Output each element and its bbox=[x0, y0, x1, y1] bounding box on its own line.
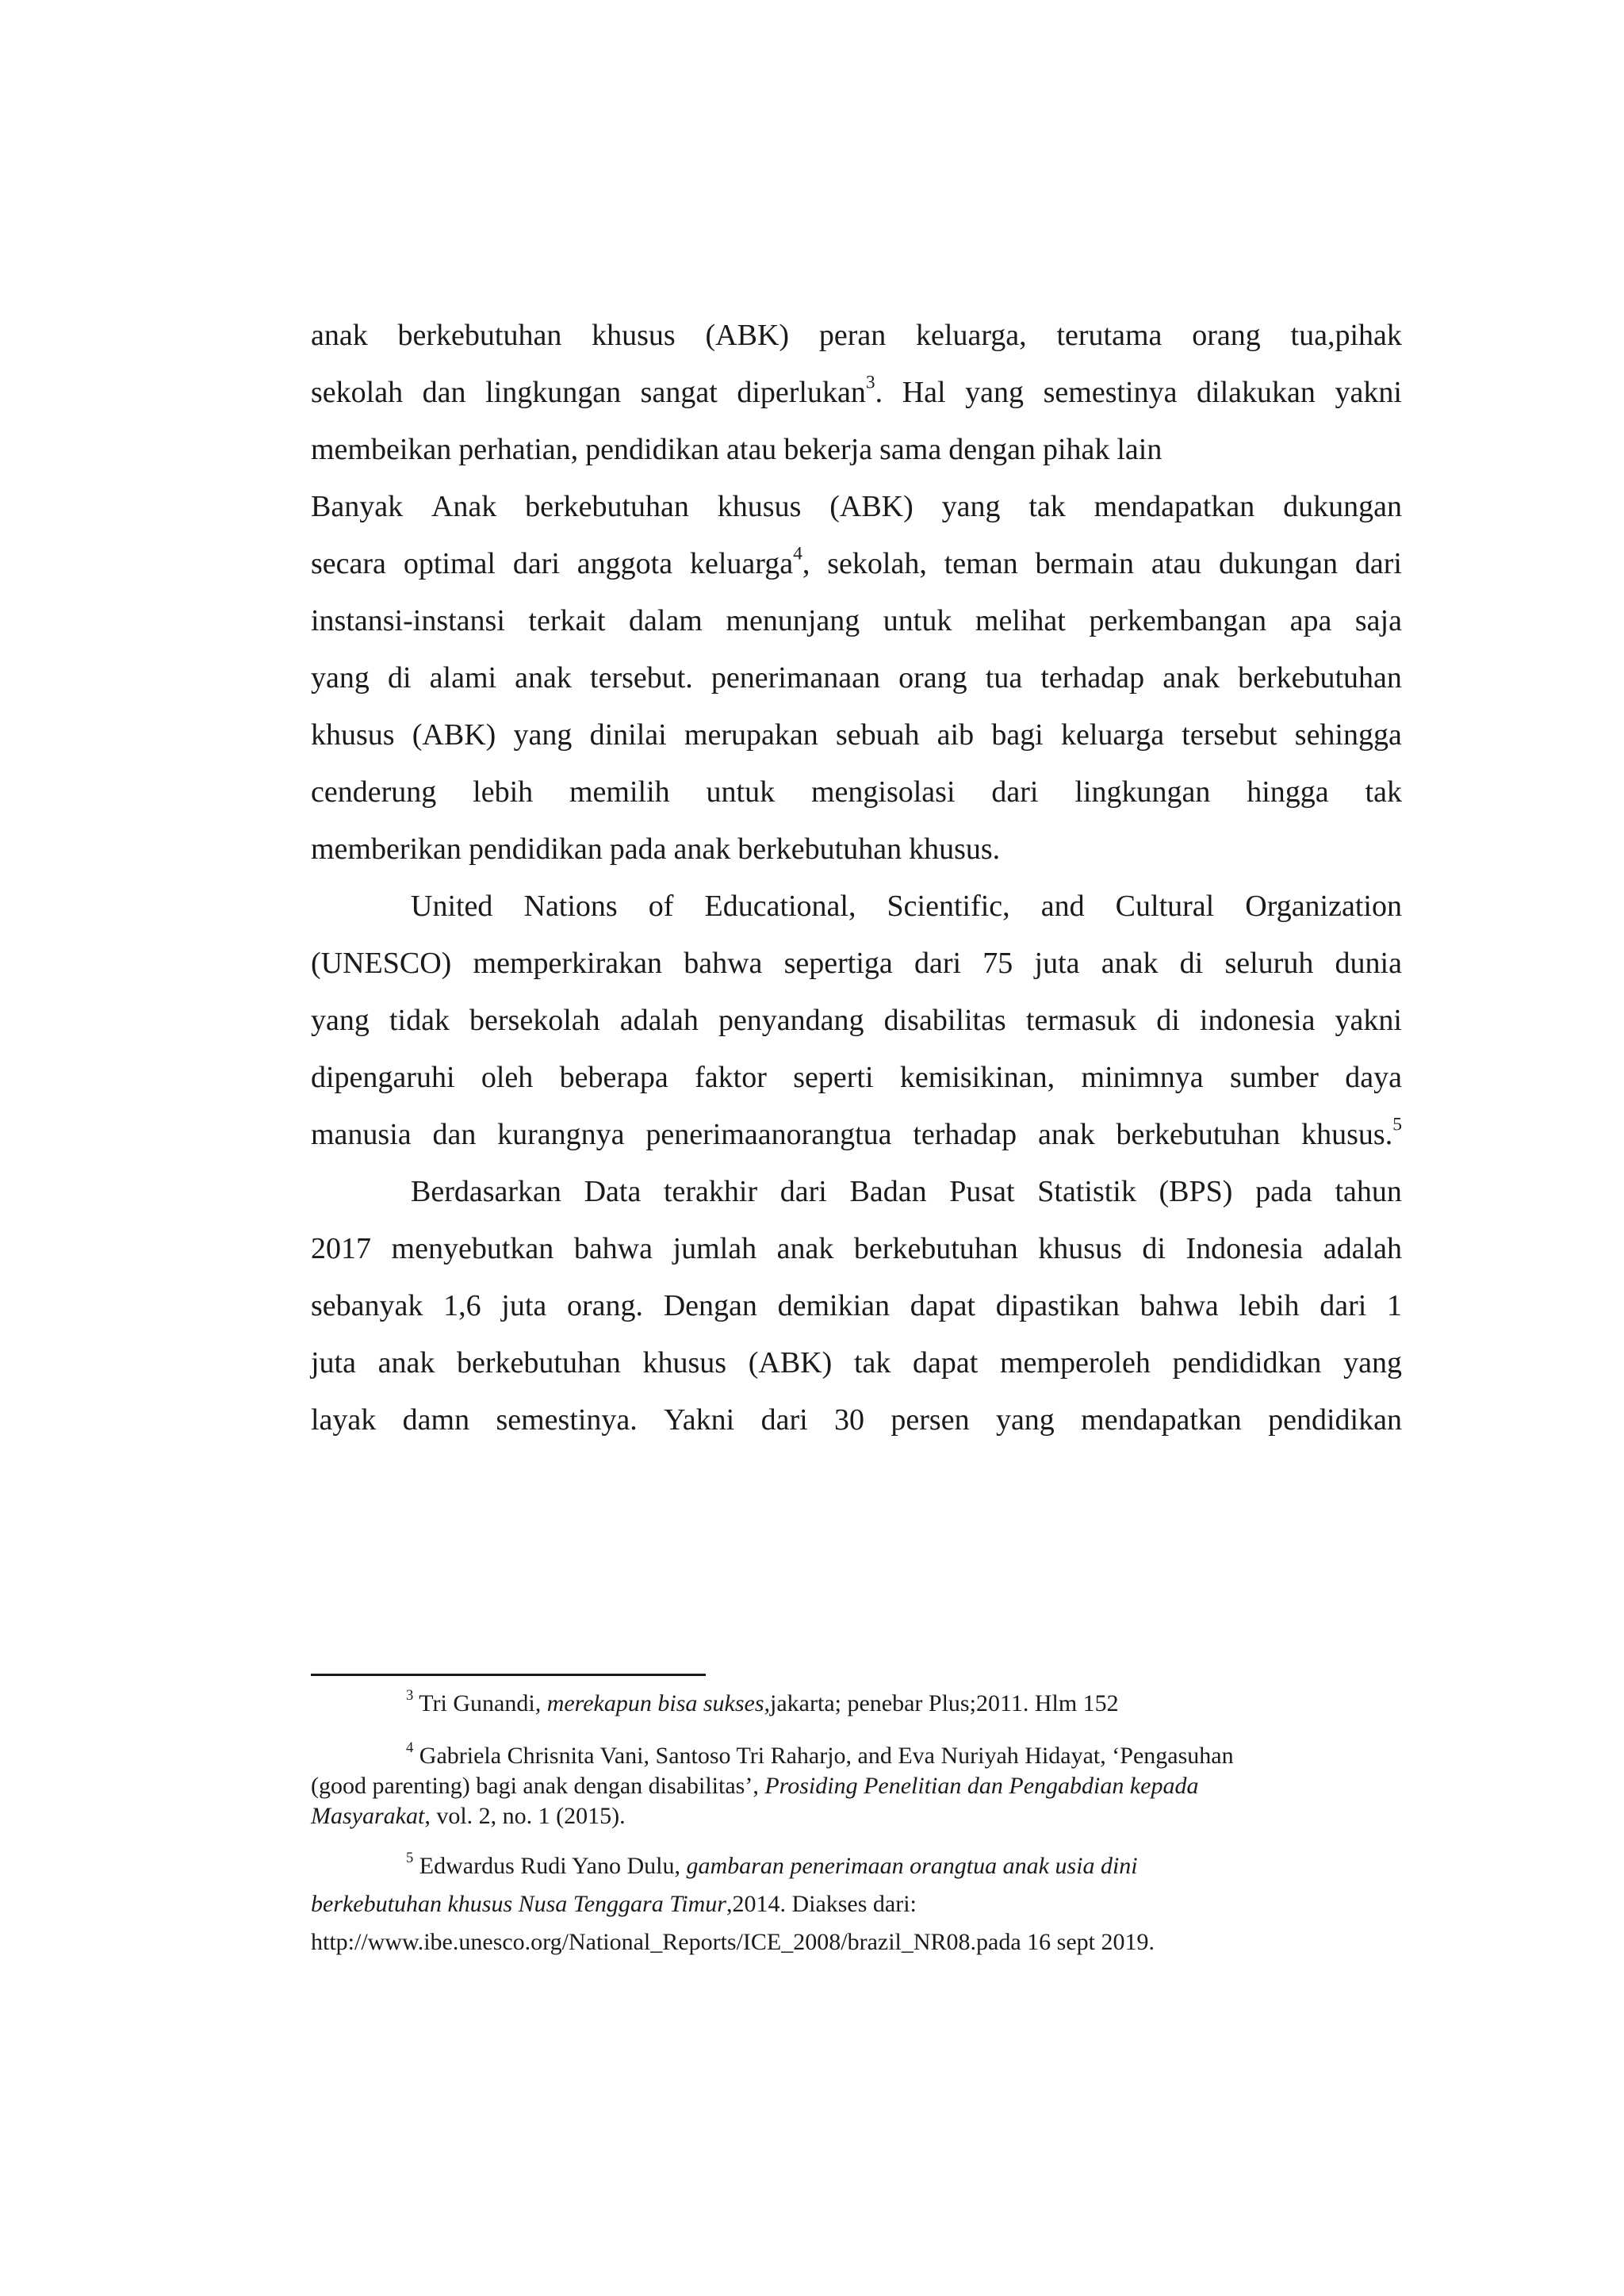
word: yang bbox=[513, 718, 573, 752]
word: persen bbox=[891, 1403, 970, 1437]
word: sehingga bbox=[1294, 718, 1402, 752]
word: dari bbox=[1354, 547, 1402, 580]
word: peran bbox=[818, 319, 887, 352]
word: bahwa bbox=[1139, 1289, 1219, 1322]
word: sumber bbox=[1230, 1061, 1319, 1094]
footnote-5 bbox=[311, 1847, 1402, 1961]
word: dengan bbox=[948, 433, 1036, 466]
word: saja bbox=[1354, 604, 1402, 637]
word: berkebutuhan bbox=[853, 1232, 1018, 1265]
word: Pusat bbox=[949, 1175, 1015, 1208]
word: diperlukan bbox=[737, 376, 866, 409]
word: berkebutuhan bbox=[525, 490, 689, 523]
word: pendidikan bbox=[468, 832, 603, 866]
body-line-4 bbox=[311, 478, 1402, 535]
word: memilih bbox=[569, 775, 670, 809]
word: dan bbox=[432, 1118, 477, 1151]
footnote-line bbox=[311, 1801, 1402, 1831]
word: bersekolah bbox=[469, 1004, 600, 1037]
word: tua bbox=[985, 661, 1023, 695]
word: khusus bbox=[717, 490, 802, 523]
word: mendapatkan bbox=[1081, 1403, 1242, 1437]
word: berkebutuhan bbox=[457, 1346, 621, 1380]
word: Educational, bbox=[704, 890, 856, 923]
body-line-1 bbox=[311, 307, 1402, 364]
footnote-url: http://www.ibe.unesco.org/National_Reports/ICE_2008/brazil_NR08.pada 16 sept 2019. bbox=[311, 1929, 1155, 1955]
word: tak bbox=[1028, 490, 1066, 523]
word: yang bbox=[995, 1403, 1055, 1437]
body-line-15 bbox=[311, 1106, 1402, 1163]
word: anak bbox=[1037, 1118, 1095, 1151]
word: 1,6 bbox=[443, 1289, 481, 1322]
word: untuk bbox=[706, 775, 776, 809]
word: kemisikinan, bbox=[899, 1061, 1055, 1094]
word: dari bbox=[914, 947, 962, 980]
word: 30 bbox=[834, 1403, 865, 1437]
word: bahwa bbox=[573, 1232, 653, 1265]
word: damn bbox=[402, 1403, 470, 1437]
footnotes bbox=[311, 1689, 1402, 1961]
word: Nations bbox=[523, 890, 618, 923]
word: dunia bbox=[1335, 947, 1402, 980]
word: sebanyak bbox=[311, 1289, 423, 1322]
word: anak bbox=[673, 832, 731, 866]
word: Badan bbox=[849, 1175, 927, 1208]
word: pendidikan bbox=[585, 433, 720, 466]
word: dilakukan bbox=[1197, 376, 1316, 409]
word: lebih bbox=[473, 775, 534, 809]
word: (BPS) bbox=[1159, 1175, 1233, 1208]
body-line-14 bbox=[311, 1049, 1402, 1106]
word: Banyak bbox=[311, 490, 404, 523]
punctuation: , bbox=[802, 547, 810, 580]
word: di bbox=[1179, 947, 1204, 980]
footnote-ref-4: 4 bbox=[793, 543, 802, 564]
word: yang bbox=[311, 661, 370, 695]
footnote-journal: Prosiding Penelitian dan Pengabdian kepada bbox=[764, 1773, 1199, 1799]
word: pendidikan bbox=[1268, 1403, 1402, 1437]
word: cenderung bbox=[311, 775, 437, 809]
word: orang bbox=[1192, 319, 1261, 352]
footnote-number: 4 bbox=[406, 1739, 414, 1757]
word: pihak bbox=[1042, 433, 1110, 466]
word: yang bbox=[941, 490, 1001, 523]
body-line-17 bbox=[311, 1220, 1402, 1277]
word: lingkungan bbox=[1074, 775, 1211, 809]
word: (ABK) bbox=[829, 490, 914, 523]
word: alami bbox=[429, 661, 497, 695]
word: kurangnya bbox=[497, 1118, 625, 1151]
word: berkebutuhan bbox=[1238, 661, 1402, 695]
body-line-8 bbox=[311, 706, 1402, 763]
word: demikian bbox=[777, 1289, 891, 1322]
word: optimal bbox=[403, 547, 496, 580]
word: tersebut bbox=[1182, 718, 1277, 752]
footnote-3 bbox=[311, 1689, 1402, 1719]
word: semestinya. bbox=[496, 1403, 638, 1437]
word: khusus bbox=[311, 718, 395, 752]
word: instansi-instansi bbox=[311, 604, 505, 637]
word: United bbox=[411, 890, 493, 923]
word: orang bbox=[898, 661, 967, 695]
word: oleh bbox=[481, 1061, 534, 1094]
footnote-line bbox=[311, 1741, 1402, 1771]
word: tua,pihak bbox=[1290, 319, 1402, 352]
word: daya bbox=[1345, 1061, 1402, 1094]
word: memperoleh bbox=[999, 1346, 1151, 1380]
word: di bbox=[1156, 1004, 1180, 1037]
word: dari bbox=[760, 1403, 808, 1437]
word: faktor bbox=[695, 1061, 767, 1094]
word: untuk bbox=[883, 604, 952, 637]
footnote-title: gambaran penerimaan orangtua anak usia dini bbox=[686, 1853, 1138, 1879]
word: adalah bbox=[1323, 1232, 1402, 1265]
word: keluarga bbox=[689, 547, 794, 580]
body-line-10 bbox=[311, 821, 1402, 878]
word: juta bbox=[311, 1346, 356, 1380]
word: aib bbox=[936, 718, 975, 752]
word-with-footnote bbox=[1301, 1106, 1402, 1163]
word: tersebut. bbox=[590, 661, 693, 695]
word: sekolah bbox=[311, 376, 404, 409]
word: bekerja bbox=[783, 433, 873, 466]
word: Yakni bbox=[664, 1403, 735, 1437]
word: anak bbox=[311, 319, 368, 352]
footnote-line bbox=[311, 1885, 1402, 1923]
word: indonesia bbox=[1199, 1004, 1316, 1037]
word: jumlah bbox=[672, 1232, 757, 1265]
word: berkebutuhan bbox=[1116, 1118, 1281, 1151]
word: dari bbox=[512, 547, 560, 580]
word: of bbox=[648, 890, 674, 923]
word: Statistik bbox=[1037, 1175, 1136, 1208]
word: manusia bbox=[311, 1118, 412, 1151]
word: beberapa bbox=[559, 1061, 668, 1094]
word: terutama bbox=[1056, 319, 1162, 352]
word: dapat bbox=[913, 1346, 979, 1380]
word: bagi bbox=[991, 718, 1044, 752]
word: lebih bbox=[1239, 1289, 1300, 1322]
word: tak bbox=[853, 1346, 891, 1380]
body-line-20 bbox=[311, 1391, 1402, 1448]
footnote-text: (good parenting) bagi anak dengan disabilitas’, bbox=[311, 1773, 759, 1799]
word: sekolah, bbox=[827, 547, 927, 580]
word: menunjang bbox=[726, 604, 860, 637]
word: 1 bbox=[1386, 1289, 1402, 1322]
word: mendapatkan bbox=[1094, 490, 1255, 523]
word: perkembangan bbox=[1089, 604, 1267, 637]
word: (ABK) bbox=[412, 718, 496, 752]
word: membeikan bbox=[311, 433, 452, 466]
word: Data bbox=[584, 1175, 642, 1208]
word: menyebutkan bbox=[391, 1232, 554, 1265]
footnote-gap bbox=[311, 1831, 1402, 1847]
word: sepertiga bbox=[783, 947, 893, 980]
word: yang bbox=[311, 1004, 370, 1037]
footnote-ref-3: 3 bbox=[865, 372, 875, 393]
word: dipastikan bbox=[995, 1289, 1120, 1322]
word: anak bbox=[1162, 661, 1220, 695]
word: keluarga, bbox=[916, 319, 1027, 352]
word: pendididkan bbox=[1172, 1346, 1322, 1380]
word: anak bbox=[515, 661, 572, 695]
word: bahwa bbox=[684, 947, 763, 980]
word: Dengan bbox=[663, 1289, 757, 1322]
word: dipengaruhi bbox=[311, 1061, 455, 1094]
footnote-divider bbox=[311, 1674, 706, 1676]
word: Hal bbox=[902, 376, 946, 409]
word: sangat bbox=[640, 376, 718, 409]
footnote-title: berkebutuhan khusus Nusa Tenggara Timur bbox=[311, 1891, 726, 1917]
body-line-18 bbox=[311, 1277, 1402, 1334]
body-line-11 bbox=[311, 878, 1402, 935]
body-line-2 bbox=[311, 364, 1402, 421]
word: keluarga bbox=[1060, 718, 1165, 752]
word: Scientific, bbox=[887, 890, 1010, 923]
footnote-title: merekapun bisa sukses, bbox=[546, 1690, 771, 1716]
word: pada bbox=[1255, 1175, 1312, 1208]
word: Organization bbox=[1245, 890, 1402, 923]
body-text bbox=[311, 307, 1402, 1448]
footnote-text: jakarta; penebar Plus;2011. Hlm 152 bbox=[770, 1690, 1119, 1716]
punctuation: . bbox=[875, 376, 883, 409]
word: yakni bbox=[1335, 376, 1402, 409]
word: penyandang bbox=[718, 1004, 864, 1037]
word: juta bbox=[501, 1289, 547, 1322]
word: dari bbox=[1320, 1289, 1367, 1322]
footnote-text: Gabriela Chrisnita Vani, Santoso Tri Raharjo, and Eva Nuriyah Hidayat, ‘Pengasuhan bbox=[419, 1743, 1234, 1769]
word: dukungan bbox=[1219, 547, 1338, 580]
word: adalah bbox=[619, 1004, 699, 1037]
footnote-line bbox=[311, 1771, 1402, 1801]
body-line-12 bbox=[311, 935, 1402, 992]
word: sebuah bbox=[835, 718, 920, 752]
word: melihat bbox=[975, 604, 1066, 637]
word: di bbox=[1142, 1232, 1166, 1265]
body-line-16 bbox=[311, 1163, 1402, 1220]
word: teman bbox=[944, 547, 1018, 580]
word: khusus bbox=[642, 1346, 727, 1380]
word: layak bbox=[311, 1403, 377, 1437]
footnote-line bbox=[311, 1847, 1402, 1885]
word-with-footnote bbox=[737, 364, 883, 421]
footnote-author: Tri Gunandi bbox=[419, 1690, 535, 1716]
body-line-3 bbox=[311, 421, 1402, 478]
word: (ABK) bbox=[748, 1346, 833, 1380]
footnote-4 bbox=[311, 1741, 1402, 1831]
word: sama bbox=[879, 433, 942, 466]
word: yang bbox=[965, 376, 1025, 409]
word: merupakan bbox=[684, 718, 818, 752]
word: penerimanaan bbox=[710, 661, 881, 695]
body-line-6 bbox=[311, 592, 1402, 649]
word: dari bbox=[779, 1175, 827, 1208]
word: bermain bbox=[1035, 547, 1134, 580]
word: semestinya bbox=[1043, 376, 1178, 409]
body-line-19 bbox=[311, 1334, 1402, 1391]
footnote-number: 3 bbox=[406, 1687, 414, 1705]
word: minimnya bbox=[1081, 1061, 1204, 1094]
footnote-ref-5: 5 bbox=[1392, 1114, 1402, 1135]
word: terakhir bbox=[663, 1175, 758, 1208]
word: dalam bbox=[629, 604, 703, 637]
word: penerimaanorangtua bbox=[645, 1118, 892, 1151]
body-line-9 bbox=[311, 763, 1402, 821]
word: pada bbox=[609, 832, 667, 866]
word: dukungan bbox=[1283, 490, 1402, 523]
word: (UNESCO) bbox=[311, 947, 452, 980]
word: (ABK) bbox=[705, 319, 790, 352]
word: lingkungan bbox=[485, 376, 622, 409]
word: yang bbox=[1343, 1346, 1402, 1380]
word: hingga bbox=[1247, 775, 1329, 809]
word: tahun bbox=[1335, 1175, 1402, 1208]
word: Berdasarkan bbox=[411, 1175, 561, 1208]
word: atau bbox=[1151, 547, 1202, 580]
word: juta bbox=[1034, 947, 1080, 980]
word: Indonesia bbox=[1185, 1232, 1304, 1265]
word: khusus bbox=[1038, 1232, 1122, 1265]
word: anak bbox=[776, 1232, 834, 1265]
word: perhatian, bbox=[458, 433, 579, 466]
word: orang. bbox=[566, 1289, 644, 1322]
word: berkebutuhan bbox=[397, 319, 562, 352]
word: terkait bbox=[528, 604, 606, 637]
word: disabilitas bbox=[883, 1004, 1006, 1037]
word: terhadap bbox=[1040, 661, 1145, 695]
body-line-13 bbox=[311, 992, 1402, 1049]
footnote-punctuation: , bbox=[534, 1690, 542, 1716]
footnote-text: ,2014. Diakses dari: bbox=[726, 1891, 917, 1917]
word: dapat bbox=[910, 1289, 976, 1322]
body-line-7 bbox=[311, 649, 1402, 706]
word: seluruh bbox=[1224, 947, 1314, 980]
word: khusus bbox=[592, 319, 676, 352]
word: termasuk bbox=[1025, 1004, 1137, 1037]
word: seperti bbox=[793, 1061, 874, 1094]
word: khusus. bbox=[909, 832, 1001, 866]
word: apa bbox=[1289, 604, 1332, 637]
footnote-journal: Masyarakat bbox=[311, 1803, 425, 1829]
word: anak bbox=[1101, 947, 1159, 980]
footnote-gap bbox=[311, 1719, 1402, 1741]
footnote-text: , vol. 2, no. 1 (2015). bbox=[424, 1803, 626, 1829]
word: berkebutuhan bbox=[737, 832, 902, 866]
word: dari bbox=[991, 775, 1039, 809]
word: anak bbox=[377, 1346, 435, 1380]
footnote-text: Edwardus Rudi Yano Dulu, bbox=[419, 1853, 680, 1879]
word: atau bbox=[726, 433, 777, 466]
footnote-number: 5 bbox=[406, 1850, 414, 1867]
word: anggota bbox=[576, 547, 673, 580]
word: secara bbox=[311, 547, 386, 580]
word: and bbox=[1040, 890, 1085, 923]
word: tak bbox=[1365, 775, 1402, 809]
word: lain bbox=[1116, 433, 1162, 466]
word: dan bbox=[422, 376, 466, 409]
word: memberikan bbox=[311, 832, 462, 866]
word: yakni bbox=[1335, 1004, 1402, 1037]
word-with-footnote bbox=[690, 535, 810, 592]
word: dinilai bbox=[589, 718, 667, 752]
word: terhadap bbox=[913, 1118, 1017, 1151]
word: tidak bbox=[389, 1004, 450, 1037]
body-line-5 bbox=[311, 535, 1402, 592]
word: 75 bbox=[982, 947, 1013, 980]
word: 2017 bbox=[311, 1232, 371, 1265]
word: khusus. bbox=[1301, 1118, 1393, 1151]
word: Anak bbox=[431, 490, 497, 523]
word: di bbox=[387, 661, 412, 695]
word: Cultural bbox=[1115, 890, 1215, 923]
word: memperkirakan bbox=[473, 947, 662, 980]
word: mengisolasi bbox=[810, 775, 956, 809]
